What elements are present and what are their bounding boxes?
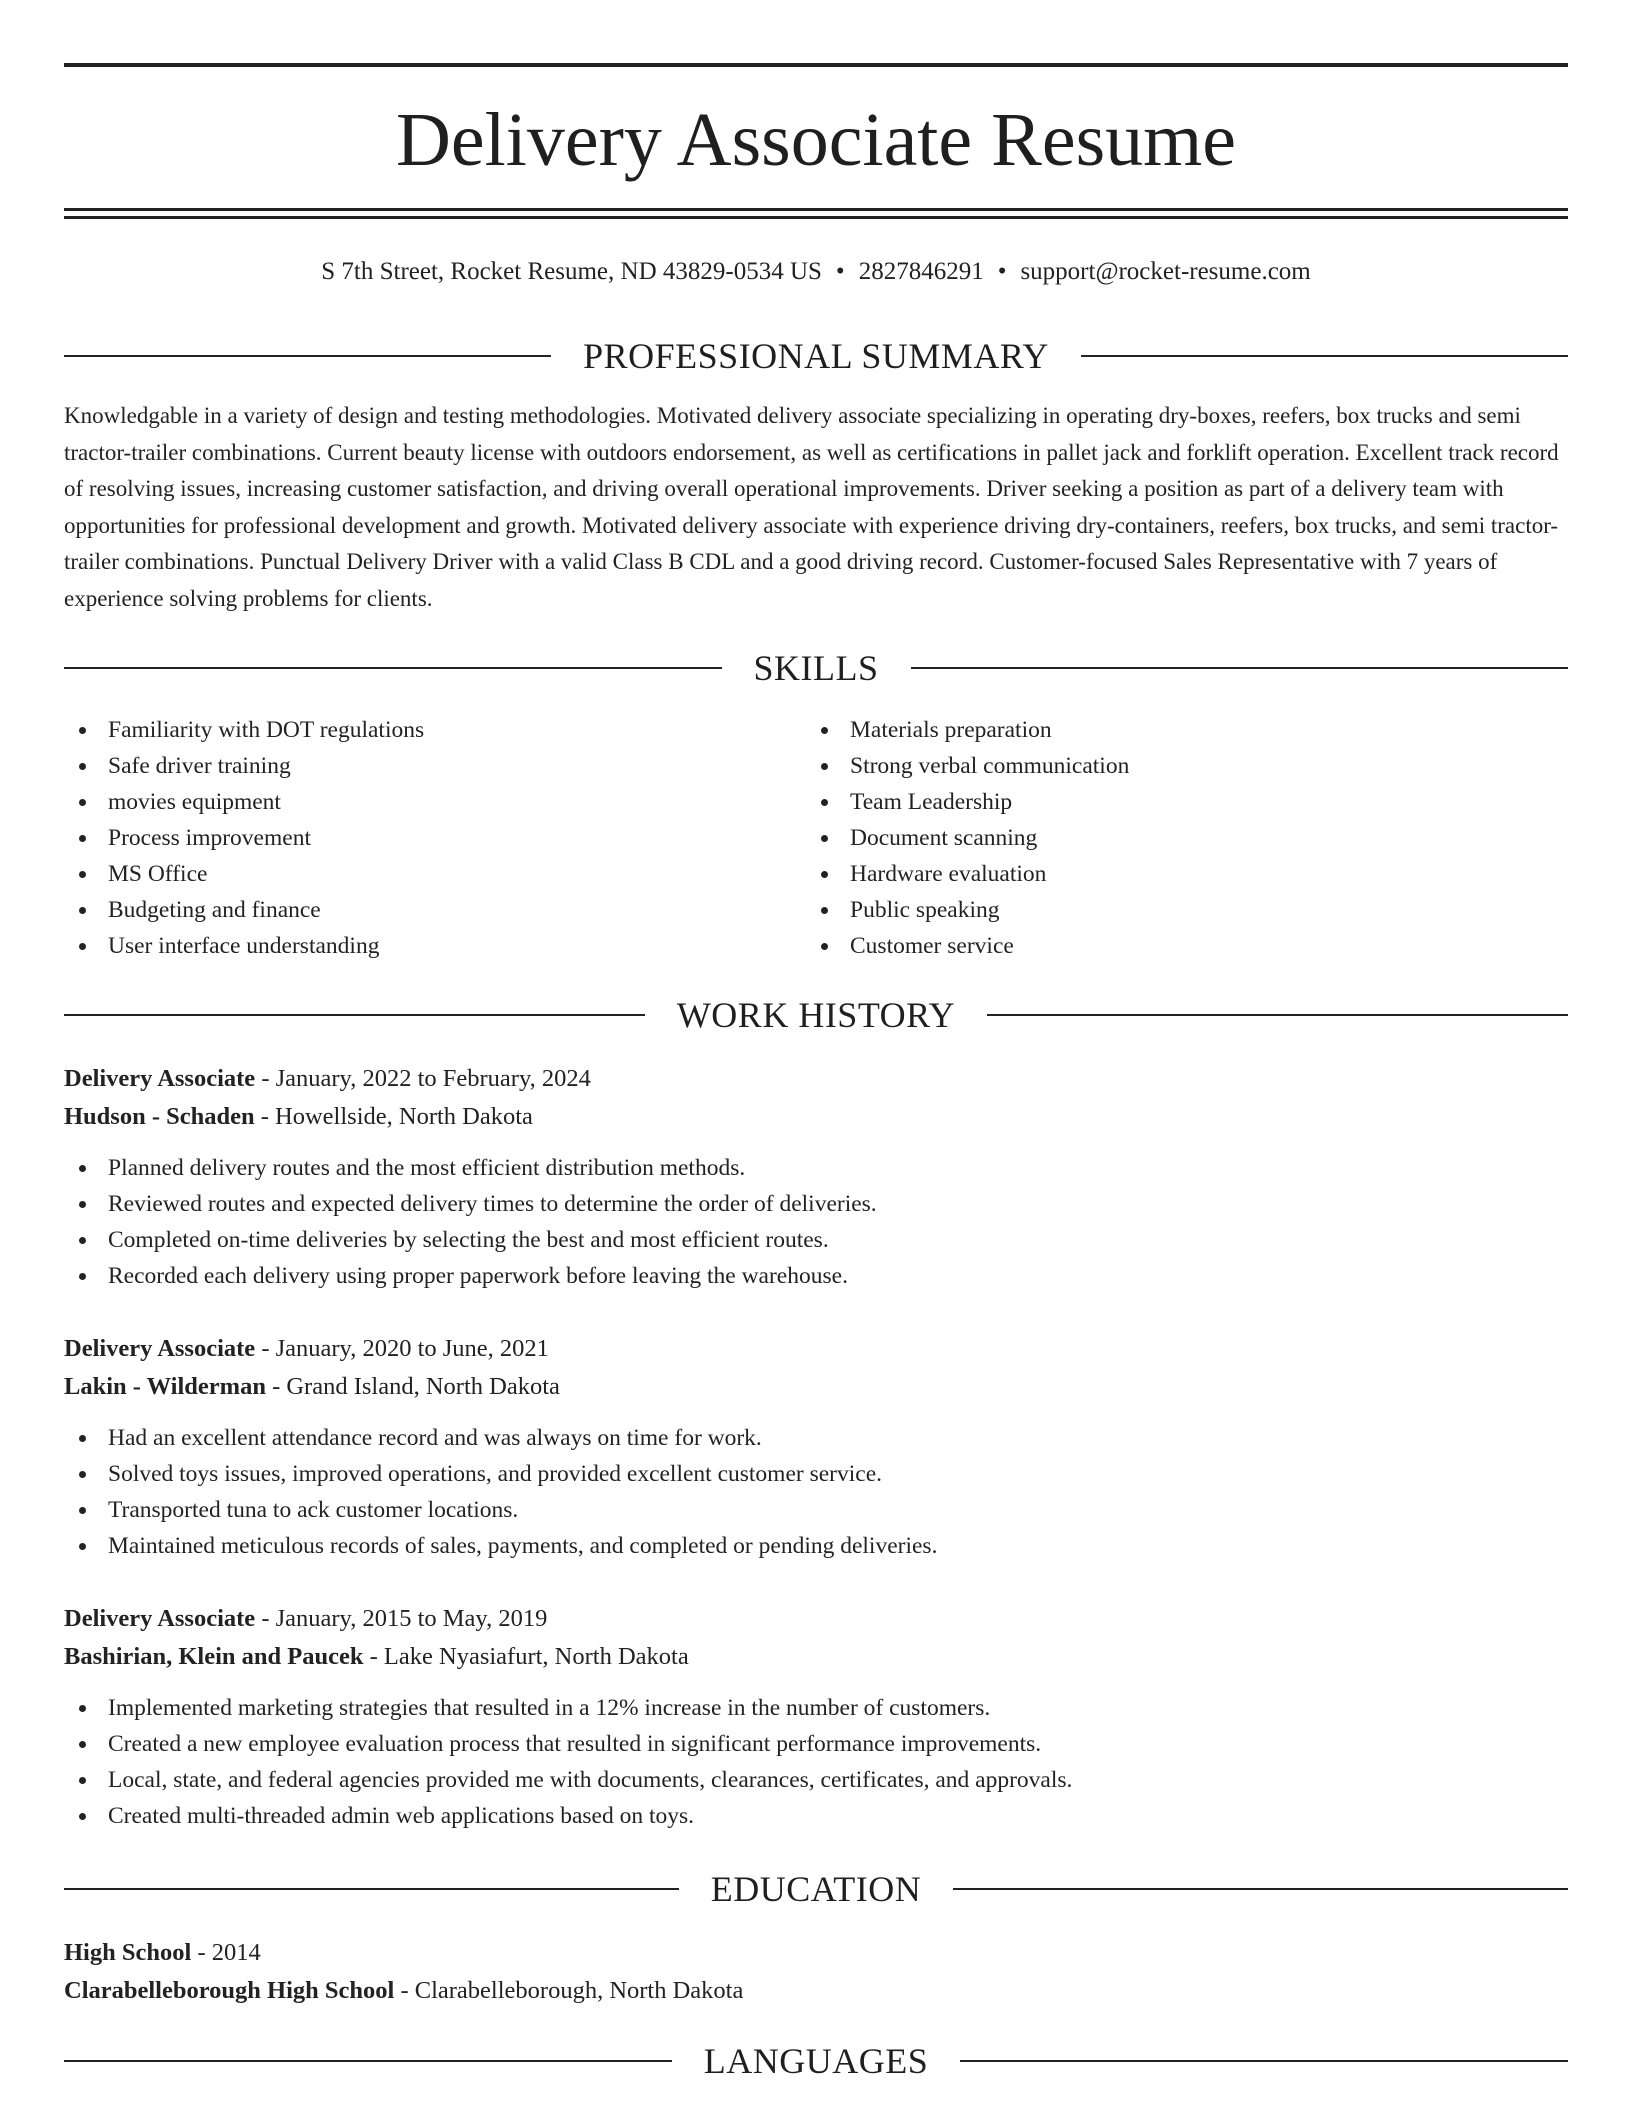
section-header-summary	[64, 334, 1568, 378]
job-location: - Lake Nyasiafurt, North Dakota	[363, 1643, 689, 1670]
job-duty: Local, state, and federal agencies provided me with documents, clearances, certificates, and approvals.	[64, 1762, 1568, 1798]
skills-list-left	[64, 712, 804, 964]
job-location: - Howellside, North Dakota	[254, 1103, 533, 1130]
skill-item: User interface understanding	[64, 928, 804, 964]
divider-line	[64, 667, 722, 669]
job-dates: - January, 2020 to June, 2021	[255, 1335, 549, 1362]
skill-item: Hardware evaluation	[806, 856, 1546, 892]
job-title: Delivery Associate	[64, 1065, 256, 1092]
divider-line	[64, 1888, 679, 1890]
title-double-rule-lower	[64, 216, 1568, 219]
job-entry	[64, 1600, 1568, 1834]
job-duty: Created multi-threaded admin web applications based on toys.	[64, 1798, 1568, 1834]
job-duty: Transported tuna to ack customer locations.	[64, 1492, 1568, 1528]
contact-phone: 2827846291	[858, 258, 984, 285]
skill-item: MS Office	[64, 856, 804, 892]
summary-text: Knowledgable in a variety of design and testing methodologies. Motivated delivery associate specializing in operating dry-boxes, reefers, box trucks and semi tractor-trailer combinations. Current beauty license with outdoors endorsement, as well as certifications in pallet jack and forklift operation. Excellent track record of resolving issues, increasing customer satisfaction, and driving overall operational improvements. Driver seeking a position as part of a delivery team with opportunities for professional development and growth. Motivated delivery associate with experience driving dry-containers, reefers, box trucks, and semi tractor-trailer combinations. Punctual Delivery Driver with a valid Class B CDL and a good driving record. Customer-focused Sales Representative with 7 years of experience solving problems for clients.	[64, 403, 1559, 611]
job-location: - Grand Island, North Dakota	[265, 1373, 560, 1400]
skill-item: Document scanning	[806, 820, 1546, 856]
divider-line	[1081, 355, 1568, 357]
divider-line	[953, 1888, 1568, 1890]
job-duty: Created a new employee evaluation process that resulted in significant performance improvements.	[64, 1726, 1568, 1762]
job-duty: Implemented marketing strategies that resulted in a 12% increase in the number of customers.	[64, 1690, 1568, 1726]
job-duties-list	[64, 1690, 1568, 1834]
job-duty: Recorded each delivery using proper paperwork before leaving the warehouse.	[64, 1258, 1568, 1294]
job-duty: Completed on-time deliveries by selecting the best and most efficient routes.	[64, 1222, 1568, 1258]
job-entry	[64, 1060, 1568, 1294]
skill-item: Strong verbal communication	[806, 748, 1546, 784]
education-entry	[64, 1934, 1568, 2010]
education-degree: High School	[64, 1939, 192, 1966]
skill-item: Process improvement	[64, 820, 804, 856]
contact-email: support@rocket-resume.com	[1020, 258, 1311, 285]
section-header-skills	[64, 646, 1568, 690]
job-dates: - January, 2022 to February, 2024	[255, 1065, 591, 1092]
job-title: Delivery Associate	[64, 1605, 256, 1632]
job-dates: - January, 2015 to May, 2019	[255, 1605, 548, 1632]
divider-line	[64, 2060, 672, 2062]
skill-item: Budgeting and finance	[64, 892, 804, 928]
job-employer: Lakin - Wilderman	[64, 1373, 266, 1400]
contact-address: S 7th Street, Rocket Resume, ND 43829-0534 US	[321, 258, 822, 285]
job-duty: Planned delivery routes and the most efficient distribution methods.	[64, 1150, 1568, 1186]
job-duty: Solved toys issues, improved operations, and provided excellent customer service.	[64, 1456, 1568, 1492]
title-double-rule-upper	[64, 208, 1568, 211]
divider-line	[64, 1014, 645, 1016]
divider-line	[64, 355, 551, 357]
skill-item: Customer service	[806, 928, 1546, 964]
section-title: WORK HISTORY	[676, 995, 956, 1035]
section-header-work-history	[64, 993, 1568, 1037]
skill-item: Materials preparation	[806, 712, 1546, 748]
skill-item: Team Leadership	[806, 784, 1546, 820]
job-duties-list	[64, 1150, 1568, 1294]
section-title: SKILLS	[753, 648, 879, 688]
job-duty: Maintained meticulous records of sales, payments, and completed or pending deliveries.	[64, 1528, 1568, 1564]
top-rule	[64, 63, 1568, 67]
divider-line	[960, 2060, 1568, 2062]
section-header-education	[64, 1867, 1568, 1911]
education-school: Clarabelleborough High School	[64, 1977, 395, 2004]
job-employer-line	[64, 1368, 1568, 1406]
job-employer: Bashirian, Klein and Paucek	[64, 1643, 364, 1670]
skill-item: Familiarity with DOT regulations	[64, 712, 804, 748]
contact-separator: •	[835, 258, 845, 285]
skills-list-right	[806, 712, 1546, 964]
skill-item: Public speaking	[806, 892, 1546, 928]
job-employer-line	[64, 1638, 1568, 1676]
job-employer: Hudson - Schaden	[64, 1103, 255, 1130]
contact-separator: •	[997, 258, 1007, 285]
resume-title: Delivery Associate Resume	[395, 98, 1236, 182]
skill-item: movies equipment	[64, 784, 804, 820]
job-duty: Had an excellent attendance record and was always on time for work.	[64, 1420, 1568, 1456]
divider-line	[911, 667, 1569, 669]
education-year: - 2014	[191, 1939, 261, 1966]
job-duty: Reviewed routes and expected delivery times to determine the order of deliveries.	[64, 1186, 1568, 1222]
education-degree-line	[64, 1934, 1568, 1972]
job-role-line	[64, 1600, 1568, 1638]
job-role-line	[64, 1330, 1568, 1368]
job-entry	[64, 1330, 1568, 1564]
contact-line	[64, 254, 1568, 290]
section-header-languages	[64, 2039, 1568, 2083]
job-title: Delivery Associate	[64, 1335, 256, 1362]
job-role-line	[64, 1060, 1568, 1098]
job-duties-list	[64, 1420, 1568, 1564]
section-title: LANGUAGES	[703, 2041, 929, 2081]
education-location: - Clarabelleborough, North Dakota	[394, 1977, 744, 2004]
divider-line	[987, 1014, 1568, 1016]
skill-item: Safe driver training	[64, 748, 804, 784]
section-title: EDUCATION	[710, 1869, 922, 1909]
education-school-line	[64, 1972, 1568, 2010]
job-employer-line	[64, 1098, 1568, 1136]
section-title: PROFESSIONAL SUMMARY	[583, 336, 1049, 376]
